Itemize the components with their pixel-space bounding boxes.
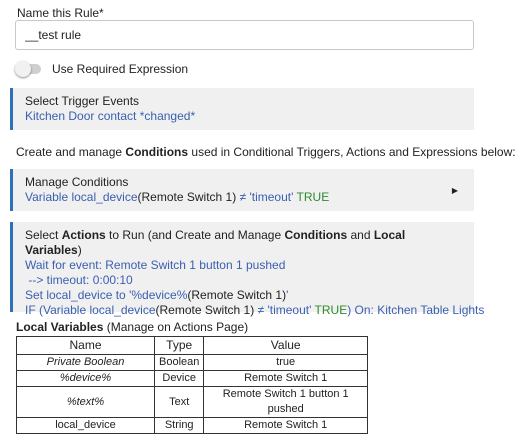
cond-black: (Remote Switch 1) (137, 190, 240, 204)
if-blue-3: ) On: Kitchen Table Lights (347, 303, 485, 317)
select-trigger-events-panel[interactable] (10, 88, 474, 130)
title-part: and (347, 228, 374, 242)
action-line-wait: Wait for event: Remote Switch 1 button 1 pushed (25, 258, 286, 272)
desc-bold: Conditions (125, 145, 189, 159)
table-header-row (17, 337, 368, 355)
toggle-knob (15, 61, 31, 77)
title-part: to Run (and Create and Manage (105, 228, 285, 242)
cell-type: Device (155, 371, 204, 387)
cell-name: %text% (17, 387, 155, 418)
action-line-timeout: --> timeout: 0:00:10 (25, 273, 133, 287)
local-variables-table (16, 336, 368, 434)
cell-type: String (155, 418, 204, 434)
desc-suffix: used in Conditional Triggers, Actions and Expressions below: (188, 145, 516, 159)
select-actions-panel[interactable] (10, 222, 485, 317)
conditions-panel-summary (25, 190, 462, 205)
required-expression-toggle[interactable] (17, 64, 41, 74)
cell-name: local_device (17, 418, 155, 434)
if-blue-2: ≠ 'timeout' (257, 303, 315, 317)
cond-green: TRUE (296, 190, 330, 204)
rule-name-input[interactable] (15, 20, 474, 50)
title-part: ) (77, 243, 82, 257)
cond-blue-2: ≠ 'timeout' (239, 190, 297, 204)
local-variables-heading (16, 320, 248, 334)
conditions-description (16, 145, 516, 159)
rule-name-label: Name this Rule* (17, 6, 104, 20)
table-row (17, 355, 368, 371)
table-row (17, 418, 368, 434)
cell-value: Remote Switch 1 (204, 371, 368, 387)
column-header-type: Type (155, 337, 204, 355)
triangle-right-icon[interactable]: ▶ (451, 186, 458, 195)
action-line-if (25, 303, 485, 318)
cell-value: true (204, 355, 368, 371)
cell-name: Private Boolean (17, 355, 155, 371)
cell-value: Remote Switch 1 button 1 pushed (204, 387, 368, 418)
if-black: (Remote Switch 1) (155, 303, 258, 317)
actions-panel-title (25, 228, 462, 258)
action-line-set (25, 288, 462, 303)
trigger-panel-summary: Kitchen Door contact *changed* (25, 109, 196, 123)
title-part-bold: Conditions (284, 228, 348, 242)
lv-heading-bold: Local Variables (16, 320, 104, 334)
table-row (17, 371, 368, 387)
title-part-bold: Local Variables (25, 228, 406, 257)
cond-blue-1: Variable local_device (25, 190, 138, 204)
set-black: (Remote Switch 1) (187, 288, 287, 302)
desc-prefix: Create and manage (16, 145, 126, 159)
title-part: Select (25, 228, 62, 242)
cell-value: Remote Switch 1 (204, 418, 368, 434)
column-header-name: Name (17, 337, 155, 355)
trigger-panel-title: Select Trigger Events (25, 94, 140, 108)
cell-name: %device% (17, 371, 155, 387)
conditions-panel-title: Manage Conditions (25, 175, 129, 189)
cell-type: Boolean (155, 355, 204, 371)
set-blue: Set local_device to '%device% (25, 288, 188, 302)
set-blue-end: ' (286, 288, 289, 302)
if-green: TRUE (314, 303, 348, 317)
required-expression-label: Use Required Expression (52, 62, 189, 76)
cell-type: Text (155, 387, 204, 418)
lv-heading-suffix: (Manage on Actions Page) (103, 320, 249, 334)
table-row (17, 387, 368, 418)
column-header-value: Value (204, 337, 368, 355)
if-blue-1: IF (Variable local_device (25, 303, 156, 317)
manage-conditions-panel[interactable] (10, 169, 474, 211)
title-part-bold: Actions (61, 228, 106, 242)
